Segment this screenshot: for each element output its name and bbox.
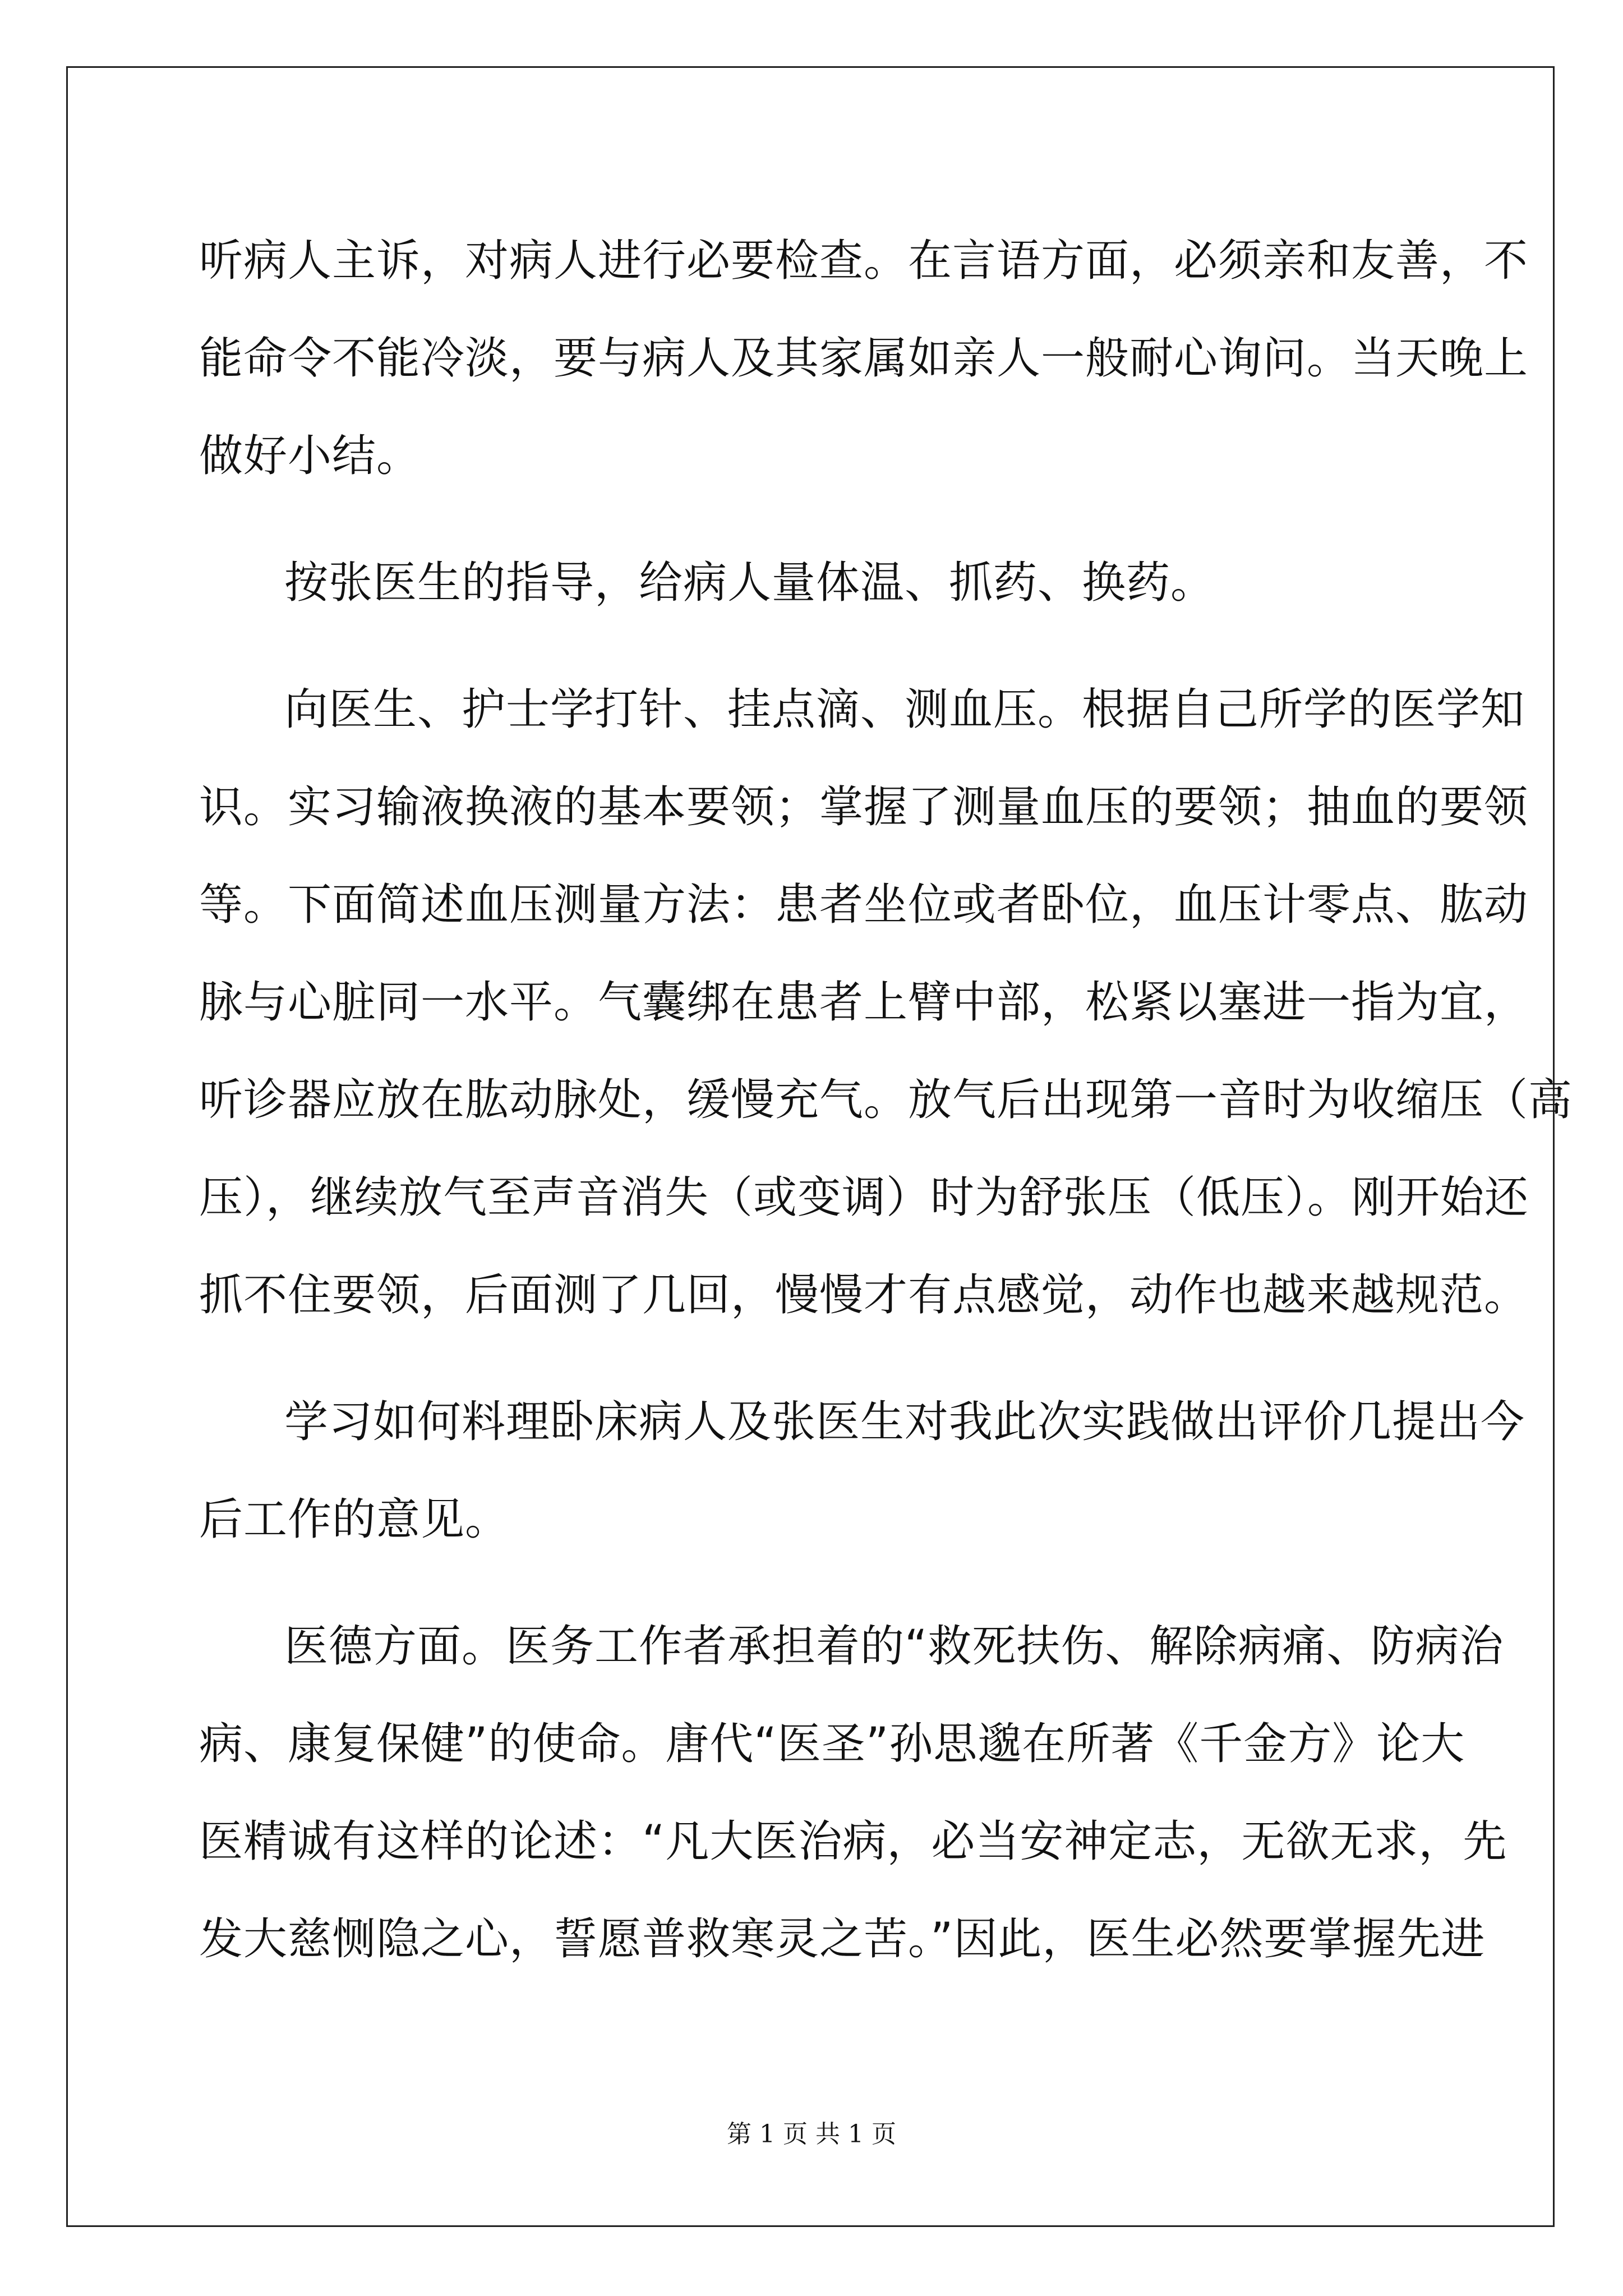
paragraph <box>199 661 1573 1344</box>
paragraph-gap <box>199 1568 1427 1598</box>
text-line: 学习如何料理卧床病人及张医生对我此次实践做出评价几提出今 <box>284 1397 1525 1447</box>
text-line: 识。实习输液换液的基本要领；掌握了测量血压的要领；抽血的要领 <box>199 782 1529 832</box>
text-line: 发大慈恻隐之心，誓愿普救寒灵之苦。”因此，医生必然要掌握先进 <box>199 1914 1486 1964</box>
text-line: 听诊器应放在肱动脉处，缓慢充气。放气后出现第一音时为收缩压（高 <box>199 1075 1573 1125</box>
document-body <box>199 212 1573 1988</box>
paragraph <box>199 1373 1525 1568</box>
text-line: 脉与心脏同一水平。气囊绑在患者上臂中部，松紧以塞进一指为宜， <box>199 977 1529 1028</box>
text-line: 后工作的意见。 <box>199 1494 510 1545</box>
paragraph <box>199 212 1529 505</box>
text-line: 医精诚有这样的论述：“凡大医治病，必当安神定志，无欲无求，先 <box>199 1816 1507 1867</box>
paragraph <box>199 1598 1507 1988</box>
paragraph-gap <box>199 1344 1427 1373</box>
text-line: 医德方面。医务工作者承担着的“救死扶伤、解除病痛、防病治 <box>284 1621 1504 1672</box>
text-line: 听病人主诉，对病人进行必要检查。在言语方面，必须亲和友善，不 <box>199 236 1529 286</box>
text-line: 做好小结。 <box>199 431 421 481</box>
paragraph <box>199 534 1427 632</box>
page-footer: 第 1 页 共 1 页 <box>727 2120 896 2148</box>
text-line: 向医生、护士学打针、挂点滴、测血压。根据自己所学的医学知 <box>284 684 1525 735</box>
text-line: 压），继续放气至声音消失（或变调）时为舒张压（低压）。刚开始还 <box>199 1172 1529 1223</box>
paragraph-gap <box>199 632 1427 661</box>
text-line: 抓不住要领，后面测了几回，慢慢才有点感觉，动作也越来越规范。 <box>199 1270 1529 1320</box>
text-line: 能命令不能冷淡，要与病人及其家属如亲人一般耐心询问。当天晚上 <box>199 333 1529 384</box>
text-line: 等。下面简述血压测量方法：患者坐位或者卧位，血压计零点、肱动 <box>199 880 1529 930</box>
paragraph-gap <box>199 505 1427 534</box>
text-line: 按张医生的指导，给病人量体温、抓药、换药。 <box>284 558 1215 608</box>
text-line: 病、康复保健”的使命。唐代“医圣”孙思邈在所著《千金方》论大 <box>199 1719 1465 1769</box>
